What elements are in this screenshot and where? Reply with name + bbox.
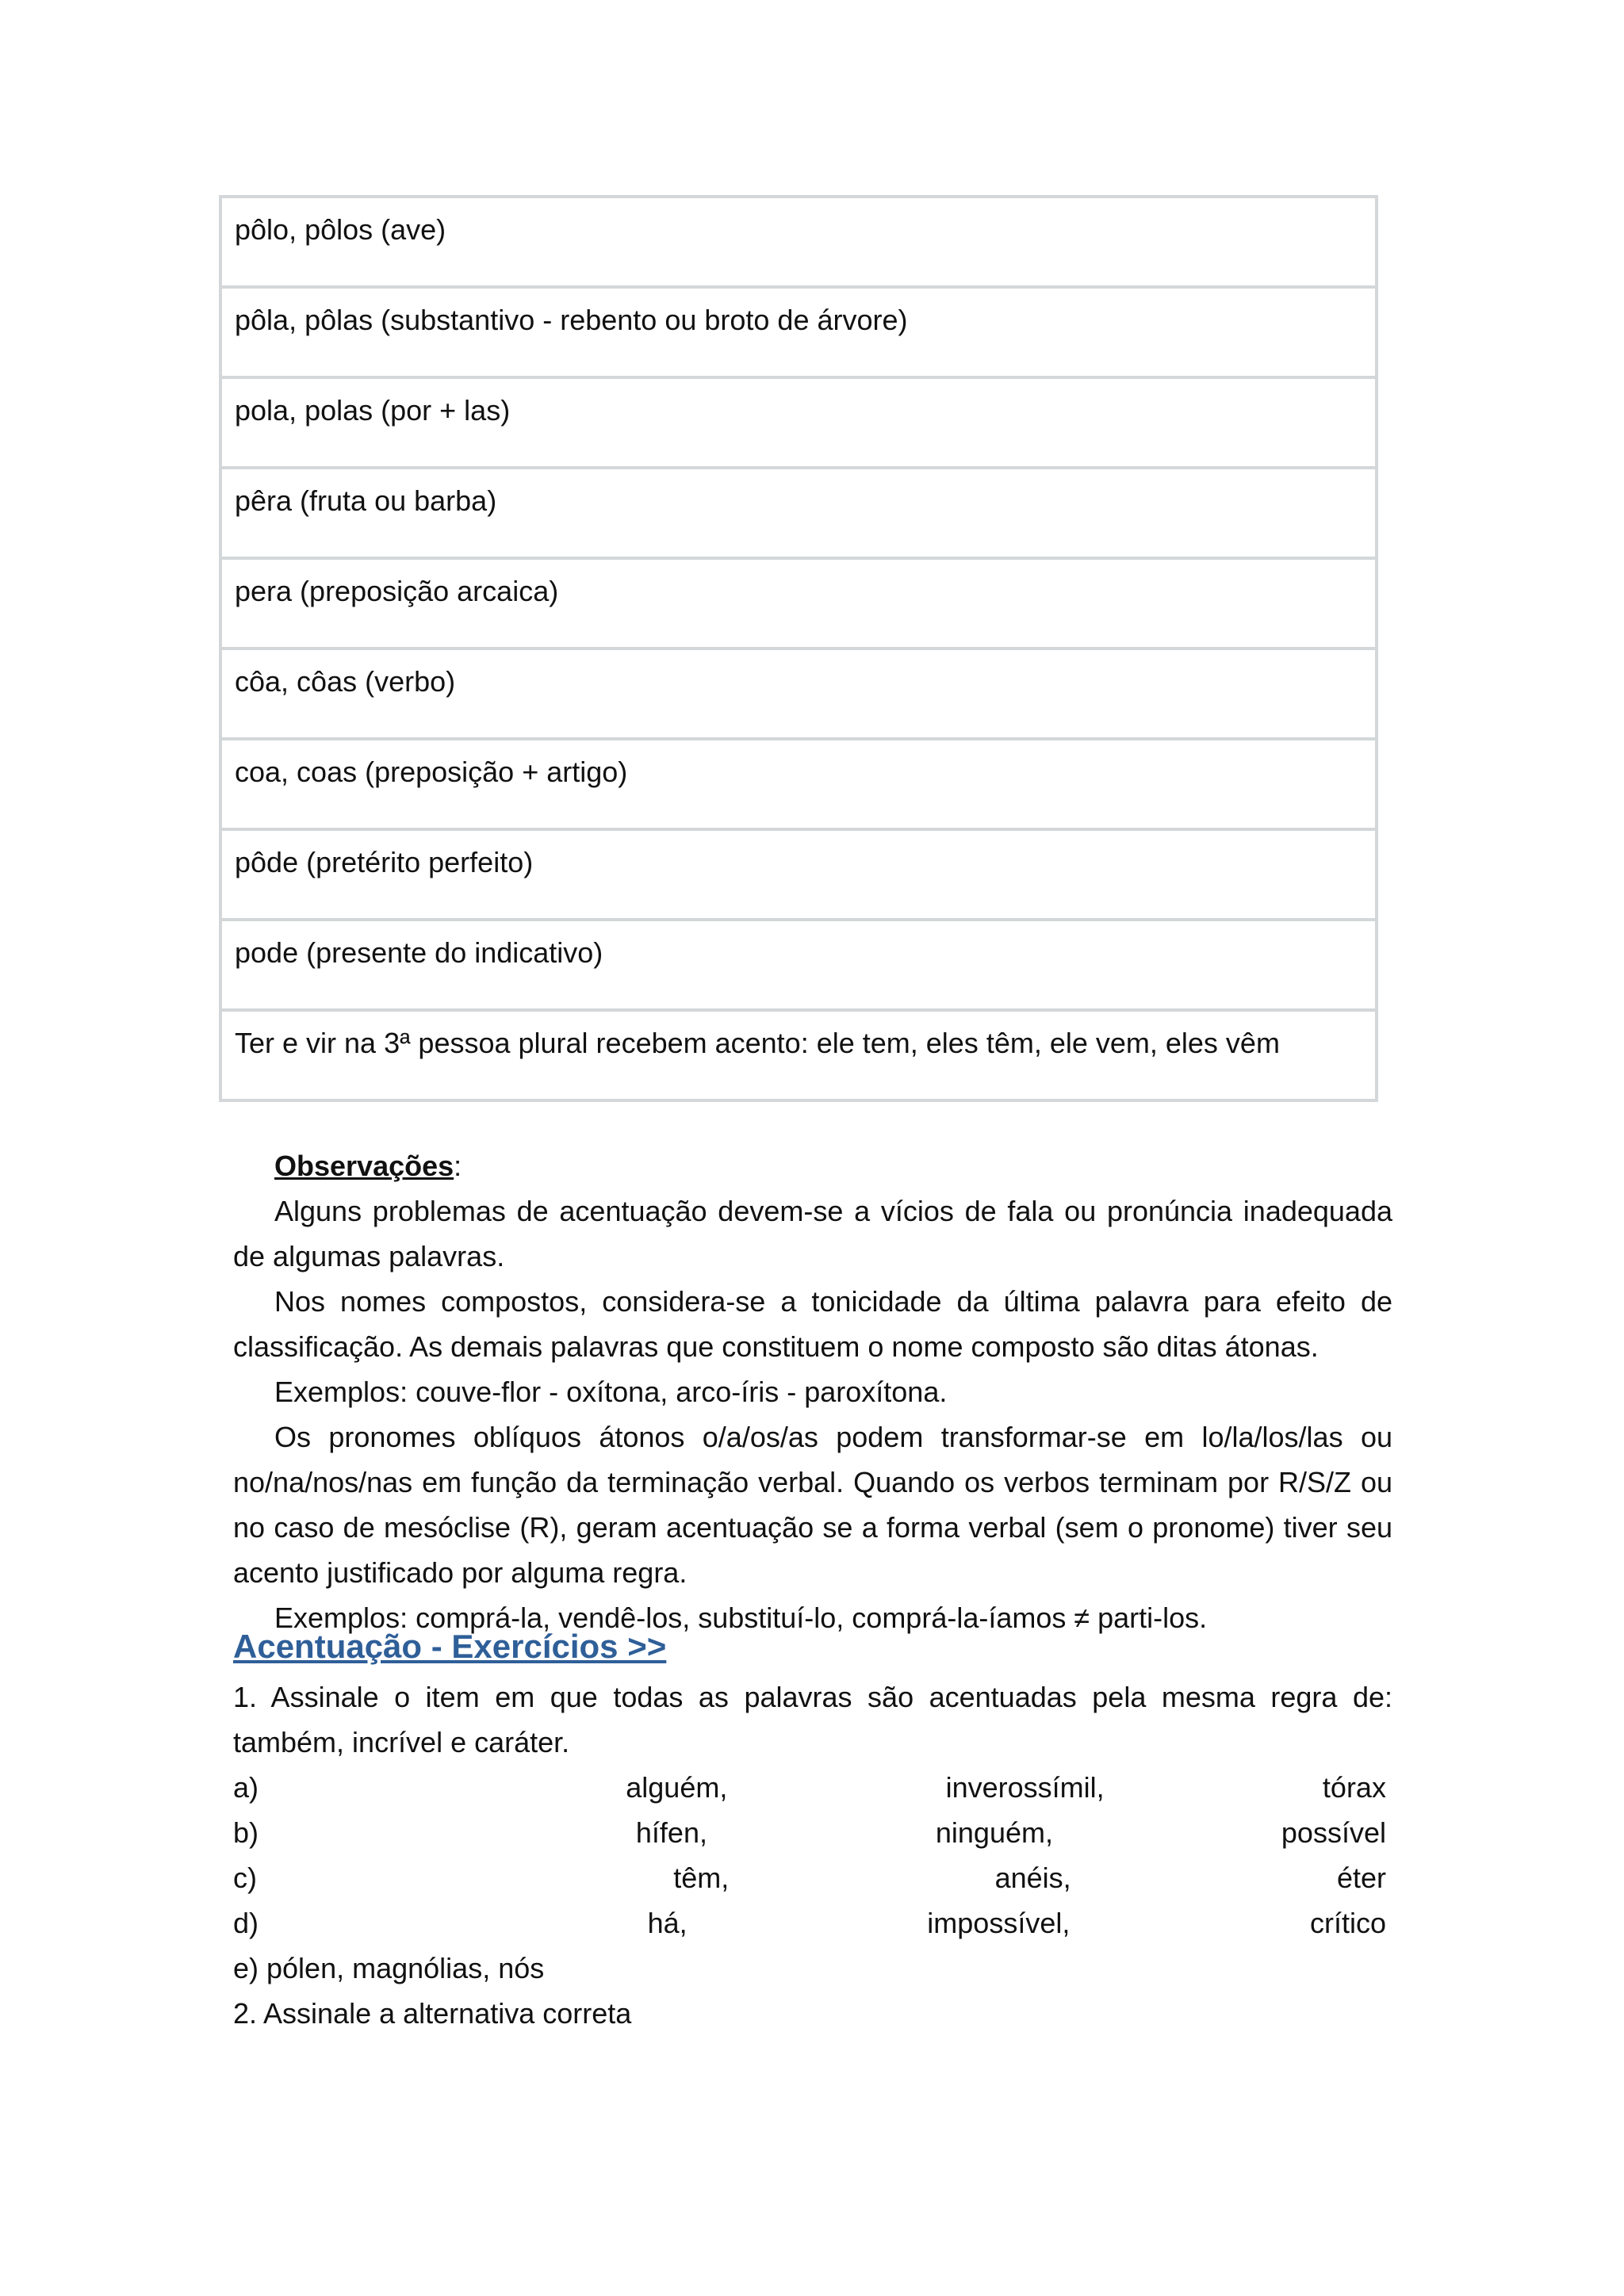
table-cell: pêra (fruta ou barba) (220, 468, 1377, 558)
option-word: anéis, (994, 1862, 1071, 1894)
table-cell: côa, côas (verbo) (220, 649, 1377, 739)
option-word: possível (1281, 1816, 1386, 1849)
table-row (220, 377, 1377, 468)
option-word: inverossímil, (945, 1771, 1105, 1804)
question-2: 2. Assinale a alternativa correta (233, 1997, 632, 2030)
option-letter: d) (233, 1907, 259, 1939)
option-word: alguém, (626, 1771, 728, 1804)
table-cell: pôlo, pôlos (ave) (220, 197, 1377, 287)
table-row (220, 1010, 1377, 1100)
table-row (220, 920, 1377, 1010)
table-row (220, 558, 1377, 649)
option-word: têm, (673, 1862, 730, 1894)
option-letter: b) (233, 1816, 259, 1849)
table-row (220, 739, 1377, 829)
option-letter: a) (233, 1771, 259, 1804)
table-cell: pera (preposição arcaica) (220, 558, 1377, 649)
option-row-a (233, 1765, 1386, 1810)
observations-colon: : (454, 1150, 462, 1182)
option-row-b (233, 1810, 1386, 1855)
observation-paragraph: Exemplos: couve-flor - oxítona, arco-íris - paroxítona. (274, 1376, 948, 1408)
option-letter: c) (233, 1862, 257, 1894)
option-e: e) pólen, magnólias, nós (233, 1952, 545, 1984)
accent-rules-table (219, 195, 1378, 1102)
option-word: impossível, (927, 1907, 1071, 1939)
exercises-link[interactable]: Acentuação - Exercícios >> (233, 1628, 667, 1665)
table-cell: pôde (pretérito perfeito) (220, 829, 1377, 920)
option-word: há, (647, 1907, 688, 1939)
option-row-c (233, 1855, 1386, 1900)
table-cell: Ter e vir na 3ª pessoa plural recebem acento: ele tem, eles têm, ele vem, eles vêm (220, 1010, 1377, 1100)
option-word: ninguém, (935, 1816, 1053, 1849)
table-row (220, 468, 1377, 558)
table-cell: pola, polas (por + las) (220, 377, 1377, 468)
observations-title: Observações (274, 1150, 454, 1182)
exercises-section (233, 1674, 1392, 2036)
option-word: tórax (1322, 1771, 1386, 1804)
table-cell: pôla, pôlas (substantivo - rebento ou broto de árvore) (220, 287, 1377, 377)
table-cell: coa, coas (preposição + artigo) (220, 739, 1377, 829)
table-cell: pode (presente do indicativo) (220, 920, 1377, 1010)
table-row (220, 829, 1377, 920)
option-row-d (233, 1900, 1386, 1946)
option-word: hífen, (635, 1816, 707, 1849)
question-1: 1. Assinale o item em que todas as palavras são acentuadas pela mesma regra de: também, incrível e caráter. (233, 1681, 1392, 1758)
observation-paragraph: Os pronomes oblíquos átonos o/a/os/as podem transformar-se em lo/la/los/las ou no/na/nos/nas em função da terminação verbal. Quando os verbos terminam por R/S/Z ou no caso de mesóclise (R), geram acentuação se a forma verbal (sem o pronome) tiver seu acento justificado por alguma regra. (233, 1421, 1392, 1589)
observation-paragraph: Exemplos: comprá-la, vendê-los, substituí-lo, comprá-la-íamos ≠ parti-los. (274, 1601, 1208, 1634)
option-word: éter (1336, 1862, 1386, 1894)
observation-paragraph: Nos nomes compostos, considera-se a tonicidade da última palavra para efeito de classificação. As demais palavras que constituem o nome composto são ditas átonas. (233, 1285, 1392, 1363)
observations-section (233, 1143, 1392, 1640)
option-word: crítico (1309, 1907, 1386, 1939)
table-row (220, 287, 1377, 377)
observations-heading (233, 1143, 1392, 1188)
table-row (220, 649, 1377, 739)
observation-paragraph: Alguns problemas de acentuação devem-se a vícios de fala ou pronúncia inadequada de algumas palavras. (233, 1195, 1392, 1272)
table-row (220, 197, 1377, 287)
